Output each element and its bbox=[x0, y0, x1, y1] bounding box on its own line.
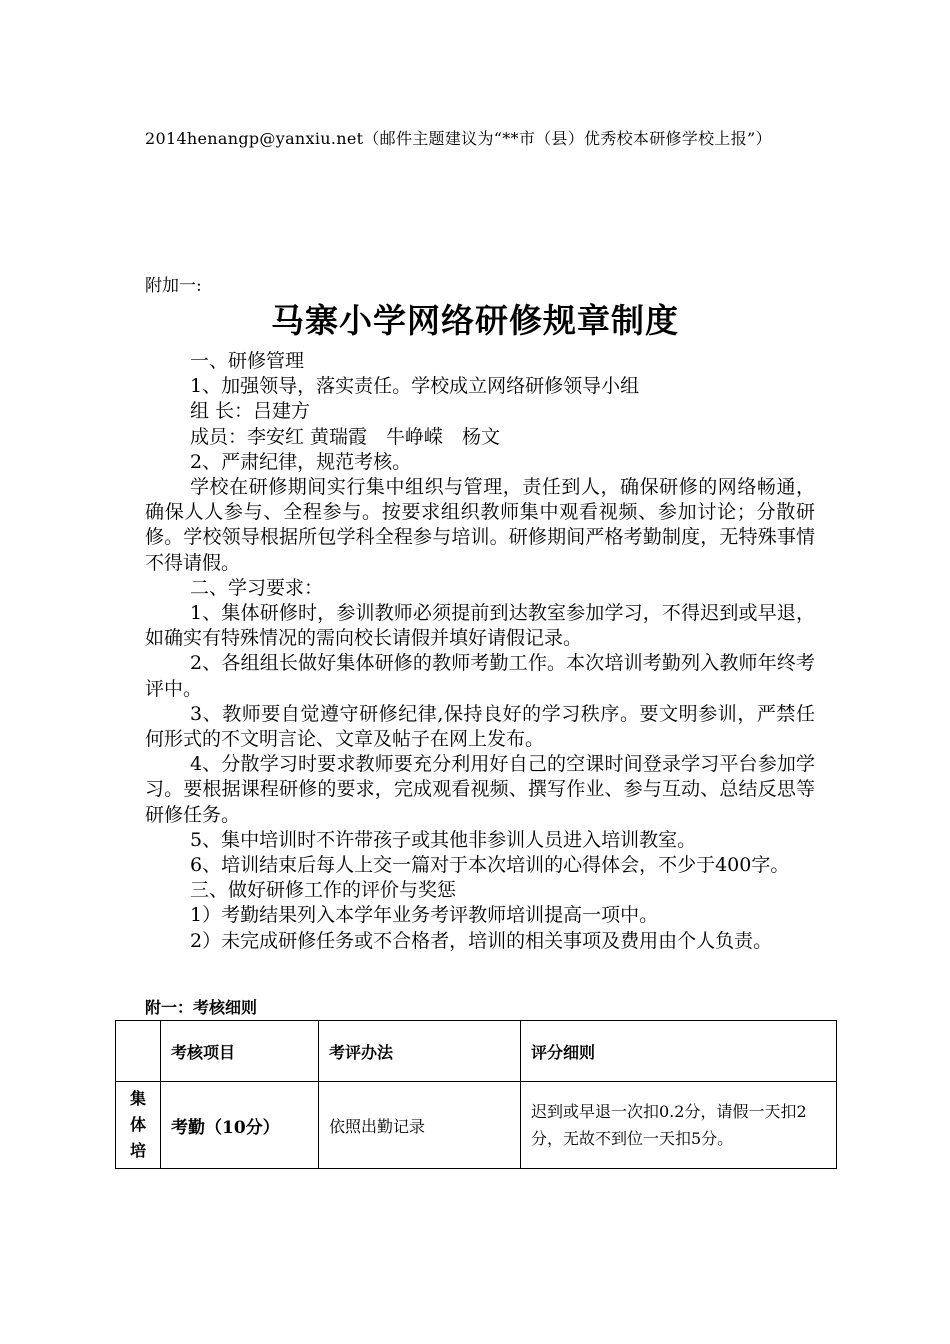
paragraph-leadership: 1、加强领导，落实责任。学校成立网络研修领导小组 bbox=[190, 375, 640, 398]
category-char: 体 bbox=[129, 1115, 146, 1134]
section-heading-requirements: 二、学习要求： bbox=[190, 576, 324, 599]
paragraph-discipline: 2、严肃纪律，规范考核。 bbox=[190, 450, 412, 473]
document-title: 马寨小学网络研修规章制度 bbox=[271, 301, 679, 340]
regulation-body bbox=[145, 349, 815, 954]
paragraph-members: 成员：李安红 黄瑞霞 牛峥嵘 杨文 bbox=[190, 425, 501, 448]
category-cell bbox=[116, 1082, 161, 1169]
appendix-label: 附加一: bbox=[145, 276, 202, 296]
paragraph-organization: 学校在研修期间实行集中组织与管理，责任到人，确保研修的网络畅通，确保人人参与、全程参与。按要求组织教师集中观看视频、参加讨论；分散研修。学校领导根据所包学科全程参与培训。研修期间严格考勤制度，无特殊事情不得请假。 bbox=[145, 476, 815, 574]
header-cell-blank bbox=[116, 1021, 161, 1082]
category-char: 集 bbox=[129, 1089, 146, 1108]
header-cell-method: 考评办法 bbox=[319, 1021, 521, 1082]
assessment-table bbox=[115, 1020, 837, 1169]
paragraph-requirement-3: 3、教师要自觉遵守研修纪律,保持良好的学习秩序。要文明参训，严禁任何形式的不文明言论、文章及帖子在网上发布。 bbox=[145, 702, 815, 751]
paragraph-group-leader: 组 长：吕建方 bbox=[190, 400, 311, 423]
section-heading-evaluation: 三、做好研修工作的评价与奖惩 bbox=[190, 879, 457, 902]
paragraph-requirement-6: 6、培训结束后每人上交一篇对于本次培训的心得体会，不少于400字。 bbox=[190, 854, 790, 877]
header-cell-rule: 评分细则 bbox=[521, 1021, 837, 1082]
paragraph-evaluation-2: 2）未完成研修任务或不合格者，培训的相关事项及费用由个人负责。 bbox=[190, 929, 773, 952]
assessment-method-cell: 依照出勤记录 bbox=[319, 1082, 521, 1169]
table-caption: 附一：考核细则 bbox=[145, 998, 258, 1017]
table-row bbox=[116, 1082, 837, 1169]
email-submission-note: 2014henangp@yanxiu.net（邮件主题建议为“**市（县）优秀校本研修学校上报”） bbox=[145, 129, 772, 148]
paragraph-requirement-2: 2、各组组长做好集体研修的教师考勤工作。本次培训考勤列入教师年终考评中。 bbox=[145, 652, 815, 700]
paragraph-requirement-5: 5、集中培训时不许带孩子或其他非参训人员进入培训教室。 bbox=[190, 828, 697, 851]
paragraph-requirement-1: 1、集体研修时，参训教师必须提前到达教室参加学习，不得迟到或早退，如确实有特殊情况的需向校长请假并填好请假记录。 bbox=[145, 602, 815, 650]
category-char: 培 bbox=[129, 1141, 146, 1160]
paragraph-evaluation-1: 1）考勤结果列入本学年业务考评教师培训提高一项中。 bbox=[190, 904, 659, 927]
section-heading-management: 一、研修管理 bbox=[190, 350, 305, 372]
paragraph-requirement-4: 4、分散学习时要求教师要充分利用好自己的空课时间登录学习平台参加学习。要根据课程研修的要求，完成观看视频、撰写作业、参与互动、总结反思等研修任务。 bbox=[145, 753, 815, 826]
table-header-row bbox=[116, 1021, 837, 1082]
header-cell-item: 考核项目 bbox=[161, 1021, 319, 1082]
assessment-item-cell: 考勤（10分） bbox=[161, 1082, 319, 1169]
scoring-rule-cell: 迟到或早退一次扣0.2分，请假一天扣2分，无故不到位一天扣5分。 bbox=[521, 1082, 837, 1169]
